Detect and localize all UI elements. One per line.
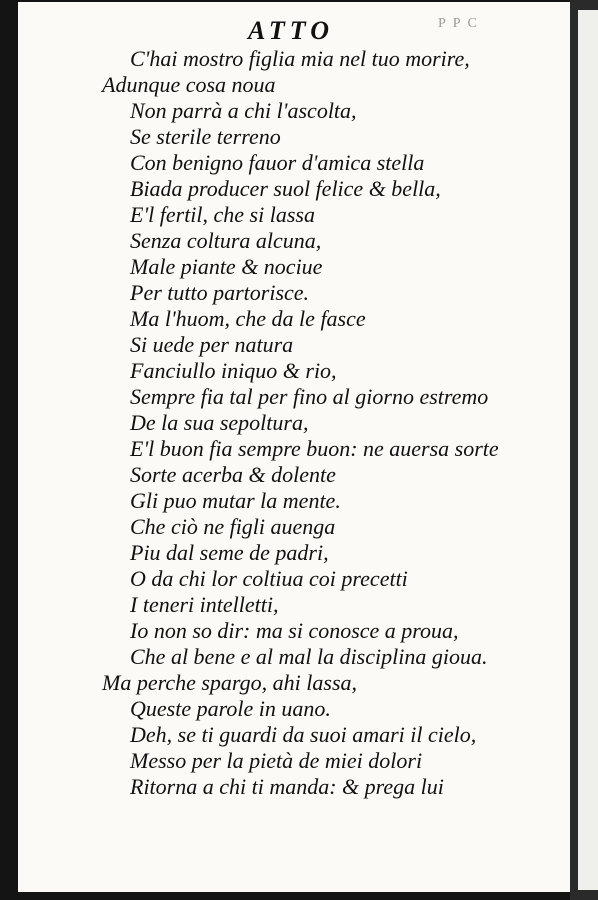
verse-line: Biada producer suol felice & bella, <box>130 176 441 201</box>
verse-line: I teneri intelletti, <box>130 592 279 617</box>
verse-line: Non parrà a chi l'ascolta, <box>130 98 357 123</box>
verse-line: Io non so dir: ma si conosce a proua, <box>130 618 459 643</box>
verse-line: Senza coltura alcuna, <box>130 228 322 253</box>
verse-line: Deh, se ti guardi da suoi amari il cielo, <box>130 722 477 747</box>
verse-line: E'l fertil, che si lassa <box>130 202 315 227</box>
verse-line: Ma perche spargo, ahi lassa, <box>102 670 358 695</box>
verse-line: Per tutto partorisce. <box>130 280 310 305</box>
verse-line: Sempre fia tal per fino al giorno estremo <box>130 384 489 409</box>
verse-line: Con benigno fauor d'amica stella <box>130 150 425 175</box>
verse-line: Si uede per natura <box>130 332 294 357</box>
verse-line: Che ciò ne figli auenga <box>130 514 336 539</box>
page-header: ATTO <box>248 16 334 45</box>
bleed-through-mark: P P C <box>438 16 479 31</box>
verse-line: Fanciullo iniquo & rio, <box>130 358 337 383</box>
verse-line: Ma l'huom, che da le fasce <box>130 306 366 331</box>
verse-line: Messo per la pietà de miei dolori <box>130 748 423 773</box>
verse-line: Adunque cosa noua <box>102 72 276 97</box>
verse-line: Male piante & nociue <box>130 254 323 279</box>
verse-line: E'l buon fia sempre buon: ne auersa sorte <box>130 436 499 461</box>
verse-line: Se sterile terreno <box>130 124 281 149</box>
verse-line: Ritorna a chi ti manda: & prega lui <box>130 774 444 799</box>
verse-line: O da chi lor coltiua coi precetti <box>130 566 408 591</box>
verse-line: Gli puo mutar la mente. <box>130 488 341 513</box>
verse-line: C'hai mostro figlia mia nel tuo morire, <box>130 46 470 71</box>
next-page-edge <box>578 10 598 890</box>
verse-line: De la sua sepoltura, <box>130 410 309 435</box>
book-page <box>18 2 570 892</box>
verse-line: Che al bene e al mal la disciplina gioua. <box>130 644 488 669</box>
verse-line: Sorte acerba & dolente <box>130 462 336 487</box>
verse-line: Queste parole in uano. <box>130 696 331 721</box>
verse-line: Piu dal seme de padri, <box>130 540 329 565</box>
